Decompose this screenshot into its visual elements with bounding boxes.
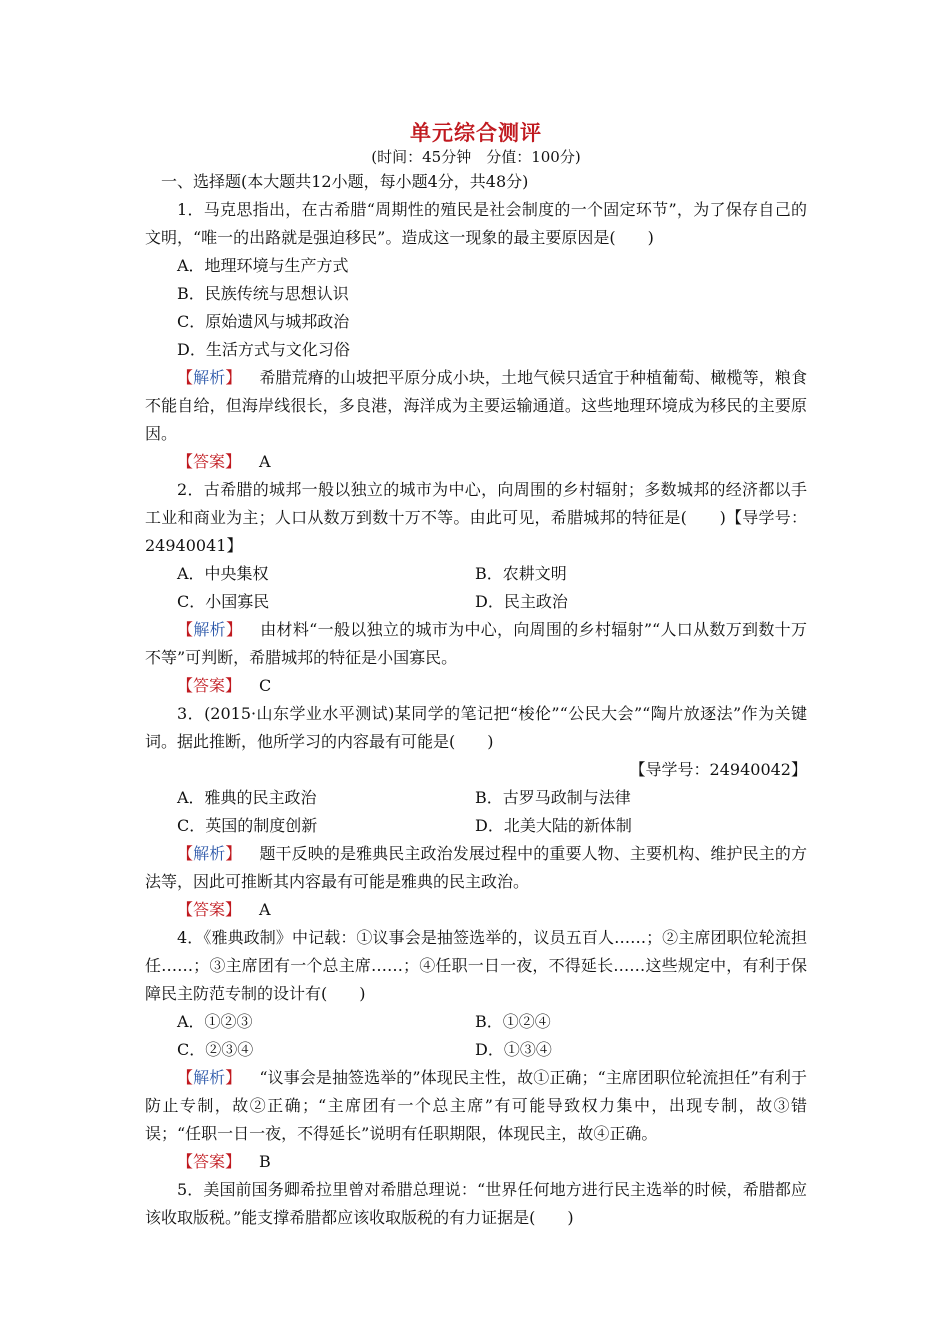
question-4-options-row-1 <box>145 1008 807 1036</box>
question-1-analysis: 【解析】 希腊荒瘠的山坡把平原分成小块，土地气候只适宜于种植葡萄、橄榄等，粮食不能自给，但海岸线很长，多良港，海洋成为主要运输通道。这些地理环境成为移民的主要原因。 <box>145 368 807 443</box>
page-subtitle: (时间：45分钟 分值：100分) <box>371 148 581 166</box>
question-4-option-b: B．①②④ <box>475 1012 551 1031</box>
question-4-stem: 4．《雅典政制》中记载：①议事会是抽签选举的，议员五百人……；②主席团职位轮流担任……；③主席团有一个总主席……；④任职一日一夜，不得延长……这些规定中，有利于保障民主防范专制的设计有( ) <box>145 928 807 1003</box>
question-2-analysis: 【解析】 由材料“一般以独立的城市为中心，向周围的乡村辐射”“人口从数万到数十万不等”可判断，希腊城邦的特征是小国寡民。 <box>145 620 807 667</box>
question-3-analysis: 【解析】 题干反映的是雅典民主政治发展过程中的重要人物、主要机构、维护民主的方法等，因此可推断其内容最有可能是雅典的民主政治。 <box>145 844 807 891</box>
question-4-answer: 【答案】 B <box>177 1152 271 1171</box>
question-2-answer: 【答案】 C <box>177 676 272 695</box>
question-2-option-c: C．小国寡民 <box>177 592 270 611</box>
question-2-option-d: D．民主政治 <box>475 592 568 611</box>
section-heading: 一、选择题(本大题共12小题，每小题4分，共48分) <box>161 172 529 191</box>
question-3-option-a: A．雅典的民主政治 <box>177 788 317 807</box>
question-3-answer: 【答案】 A <box>177 900 271 919</box>
question-3-ref-number: 【导学号：24940042】 <box>629 760 807 779</box>
question-4-option-a: A．①②③ <box>177 1012 253 1031</box>
question-2-options-row-1 <box>145 560 807 588</box>
question-3-stem: 3．(2015·山东学业水平测试)某同学的笔记把“梭伦”“公民大会”“陶片放逐法”作为关键词。据此推断，他所学习的内容最有可能是( ) <box>145 704 807 751</box>
question-3-options-row-1 <box>145 784 807 812</box>
question-3-option-c: C．英国的制度创新 <box>177 816 318 835</box>
question-2-option-a: A．中央集权 <box>177 564 269 583</box>
question-1-option-a: A．地理环境与生产方式 <box>177 256 349 275</box>
question-3-option-d: D．北美大陆的新体制 <box>475 816 632 835</box>
question-4-analysis: 【解析】 “议事会是抽签选举的”体现民主性，故①正确；“主席团职位轮流担任”有利于防止专制，故②正确；“主席团有一个总主席”有可能导致权力集中，出现专制，故③错误；“任职一日一夜，不得延长”说明有任职期限，体现民主，故④正确。 <box>145 1068 807 1143</box>
question-1-option-c: C．原始遗风与城邦政治 <box>177 312 350 331</box>
question-3-option-b: B．古罗马政制与法律 <box>475 788 631 807</box>
question-1-answer: 【答案】 A <box>177 452 271 471</box>
question-1-option-d: D．生活方式与文化习俗 <box>177 340 350 359</box>
question-2-stem: 2．古希腊的城邦一般以独立的城市为中心，向周围的乡村辐射；多数城邦的经济都以手工业和商业为主；人口从数万到数十万不等。由此可见，希腊城邦的特征是( )【导学号：24940041】 <box>145 480 807 555</box>
question-3-options-row-2 <box>145 812 807 840</box>
question-4-option-c: C．②③④ <box>177 1040 254 1059</box>
question-1-option-b: B．民族传统与思想认识 <box>177 284 349 303</box>
question-5-stem: 5．美国前国务卿希拉里曾对希腊总理说：“世界任何地方进行民主选举的时候，希腊都应该收取版税。”能支撑希腊都应该收取版税的有力证据是( ) <box>145 1180 807 1227</box>
question-2-options-row-2 <box>145 588 807 616</box>
document-page <box>145 118 807 1232</box>
question-2-option-b: B．农耕文明 <box>475 564 567 583</box>
page-title: 单元综合测评 <box>410 120 542 145</box>
question-4-options-row-2 <box>145 1036 807 1064</box>
question-4-option-d: D．①③④ <box>475 1040 552 1059</box>
question-1-stem: 1．马克思指出，在古希腊“周期性的殖民是社会制度的一个固定环节”，为了保存自己的文明，“唯一的出路就是强迫移民”。造成这一现象的最主要原因是( ) <box>145 200 807 247</box>
